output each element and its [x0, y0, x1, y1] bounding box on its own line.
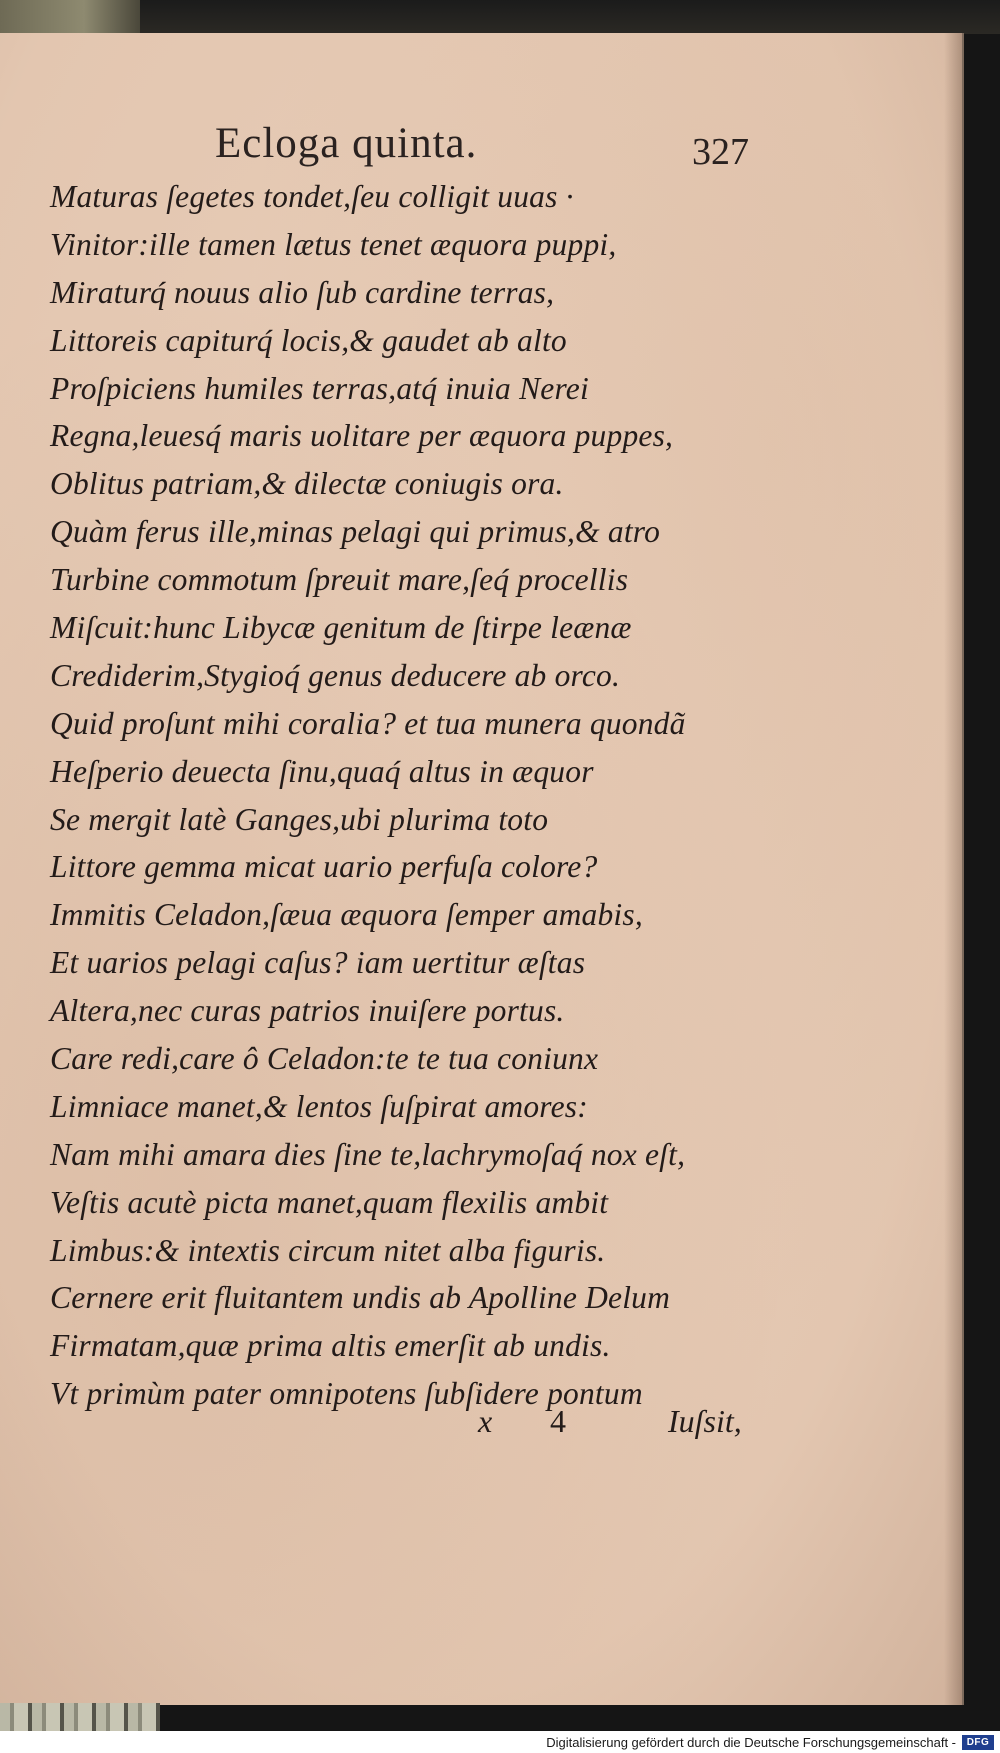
page-edge-shadow: [944, 33, 962, 1705]
gathering-number: 4: [550, 1403, 566, 1439]
verse-line: Nam mihi amara dies ſine te,lachrymoſaq́ nox eſt,: [50, 1136, 686, 1172]
verse-line: Et uarios pelagi caſus? iam uertitur æſtas: [50, 945, 586, 981]
verse-line: Littore gemma micat uario perfuſa colore?: [50, 849, 598, 885]
credit-text: Digitalisierung gefördert durch die Deutsche Forschungsgemeinschaft -: [546, 1735, 956, 1750]
verse-line: Proſpiciens humiles terras,atq́ inuia Nerei: [50, 370, 589, 406]
catchword: Iuſsit,: [668, 1403, 742, 1439]
verse-line: Altera,nec curas patrios inuiſere portus.: [50, 993, 565, 1029]
credit-bar: [0, 1731, 1000, 1753]
verse-line: Cernere erit fluitantem undis ab Apolline Delum: [50, 1280, 671, 1316]
verse-line: Miraturq́ nouus alio ſub cardine terras,: [50, 274, 555, 310]
verse-text: [50, 173, 770, 1418]
verse-line: Crediderim,Stygioq́ genus deducere ab orco.: [50, 657, 621, 693]
scan-background-top: [0, 0, 1000, 34]
verse-line: Se mergit latè Ganges,ubi plurima toto: [50, 801, 549, 837]
verse-line: Limbus:& intextis circum nitet alba figuris.: [50, 1232, 606, 1268]
verse-line: Quàm ferus ille,minas pelagi qui primus,& atro: [50, 514, 661, 550]
verse-line: Veſtis acutè picta manet,quam flexilis ambit: [50, 1184, 609, 1220]
verse-line: Vt primùm pater omnipotens ſubſidere pontum: [50, 1376, 643, 1412]
verse-line: Limniace manet,& lentos ſuſpirat amores:: [50, 1088, 588, 1124]
signature-mark: x: [478, 1403, 493, 1439]
verse-line: Regna,leuesq́ maris uolitare per æquora puppes,: [50, 418, 674, 454]
dfg-logo: DFG: [962, 1735, 994, 1750]
verse-line: Turbine commotum ſpreuit mare,ſeq́ procellis: [50, 562, 629, 598]
verse-line: Care redi,care ô Celadon:te te tua coniunx: [50, 1041, 599, 1077]
page-number: 327: [692, 131, 749, 173]
verse-line: Oblitus patriam,& dilectæ coniugis ora.: [50, 466, 564, 502]
binding-strip-top: [0, 0, 140, 34]
book-page: [0, 33, 964, 1705]
verse-line: Littoreis capiturq́ locis,& gaudet ab alto: [50, 322, 567, 358]
verse-line: Firmatam,quæ prima altis emerſit ab undis.: [50, 1328, 611, 1364]
verse-line: Miſcuit:hunc Libycæ genitum de ſtirpe leænæ: [50, 610, 632, 646]
verse-line: Heſperio deuecta ſinu,quaq́ altus in æquor: [50, 753, 594, 789]
running-head: Ecloga quinta.: [215, 120, 478, 167]
verse-line: Immitis Celadon,ſæua æquora ſemper amabis,: [50, 897, 643, 933]
verse-line: Maturas ſegetes tondet,ſeu colligit uuas ·: [50, 179, 574, 214]
verse-line: Vinitor:ille tamen lætus tenet æquora puppi,: [50, 226, 617, 262]
verse-line: Quid proſunt mihi coralia? et tua munera quondã: [50, 705, 686, 741]
